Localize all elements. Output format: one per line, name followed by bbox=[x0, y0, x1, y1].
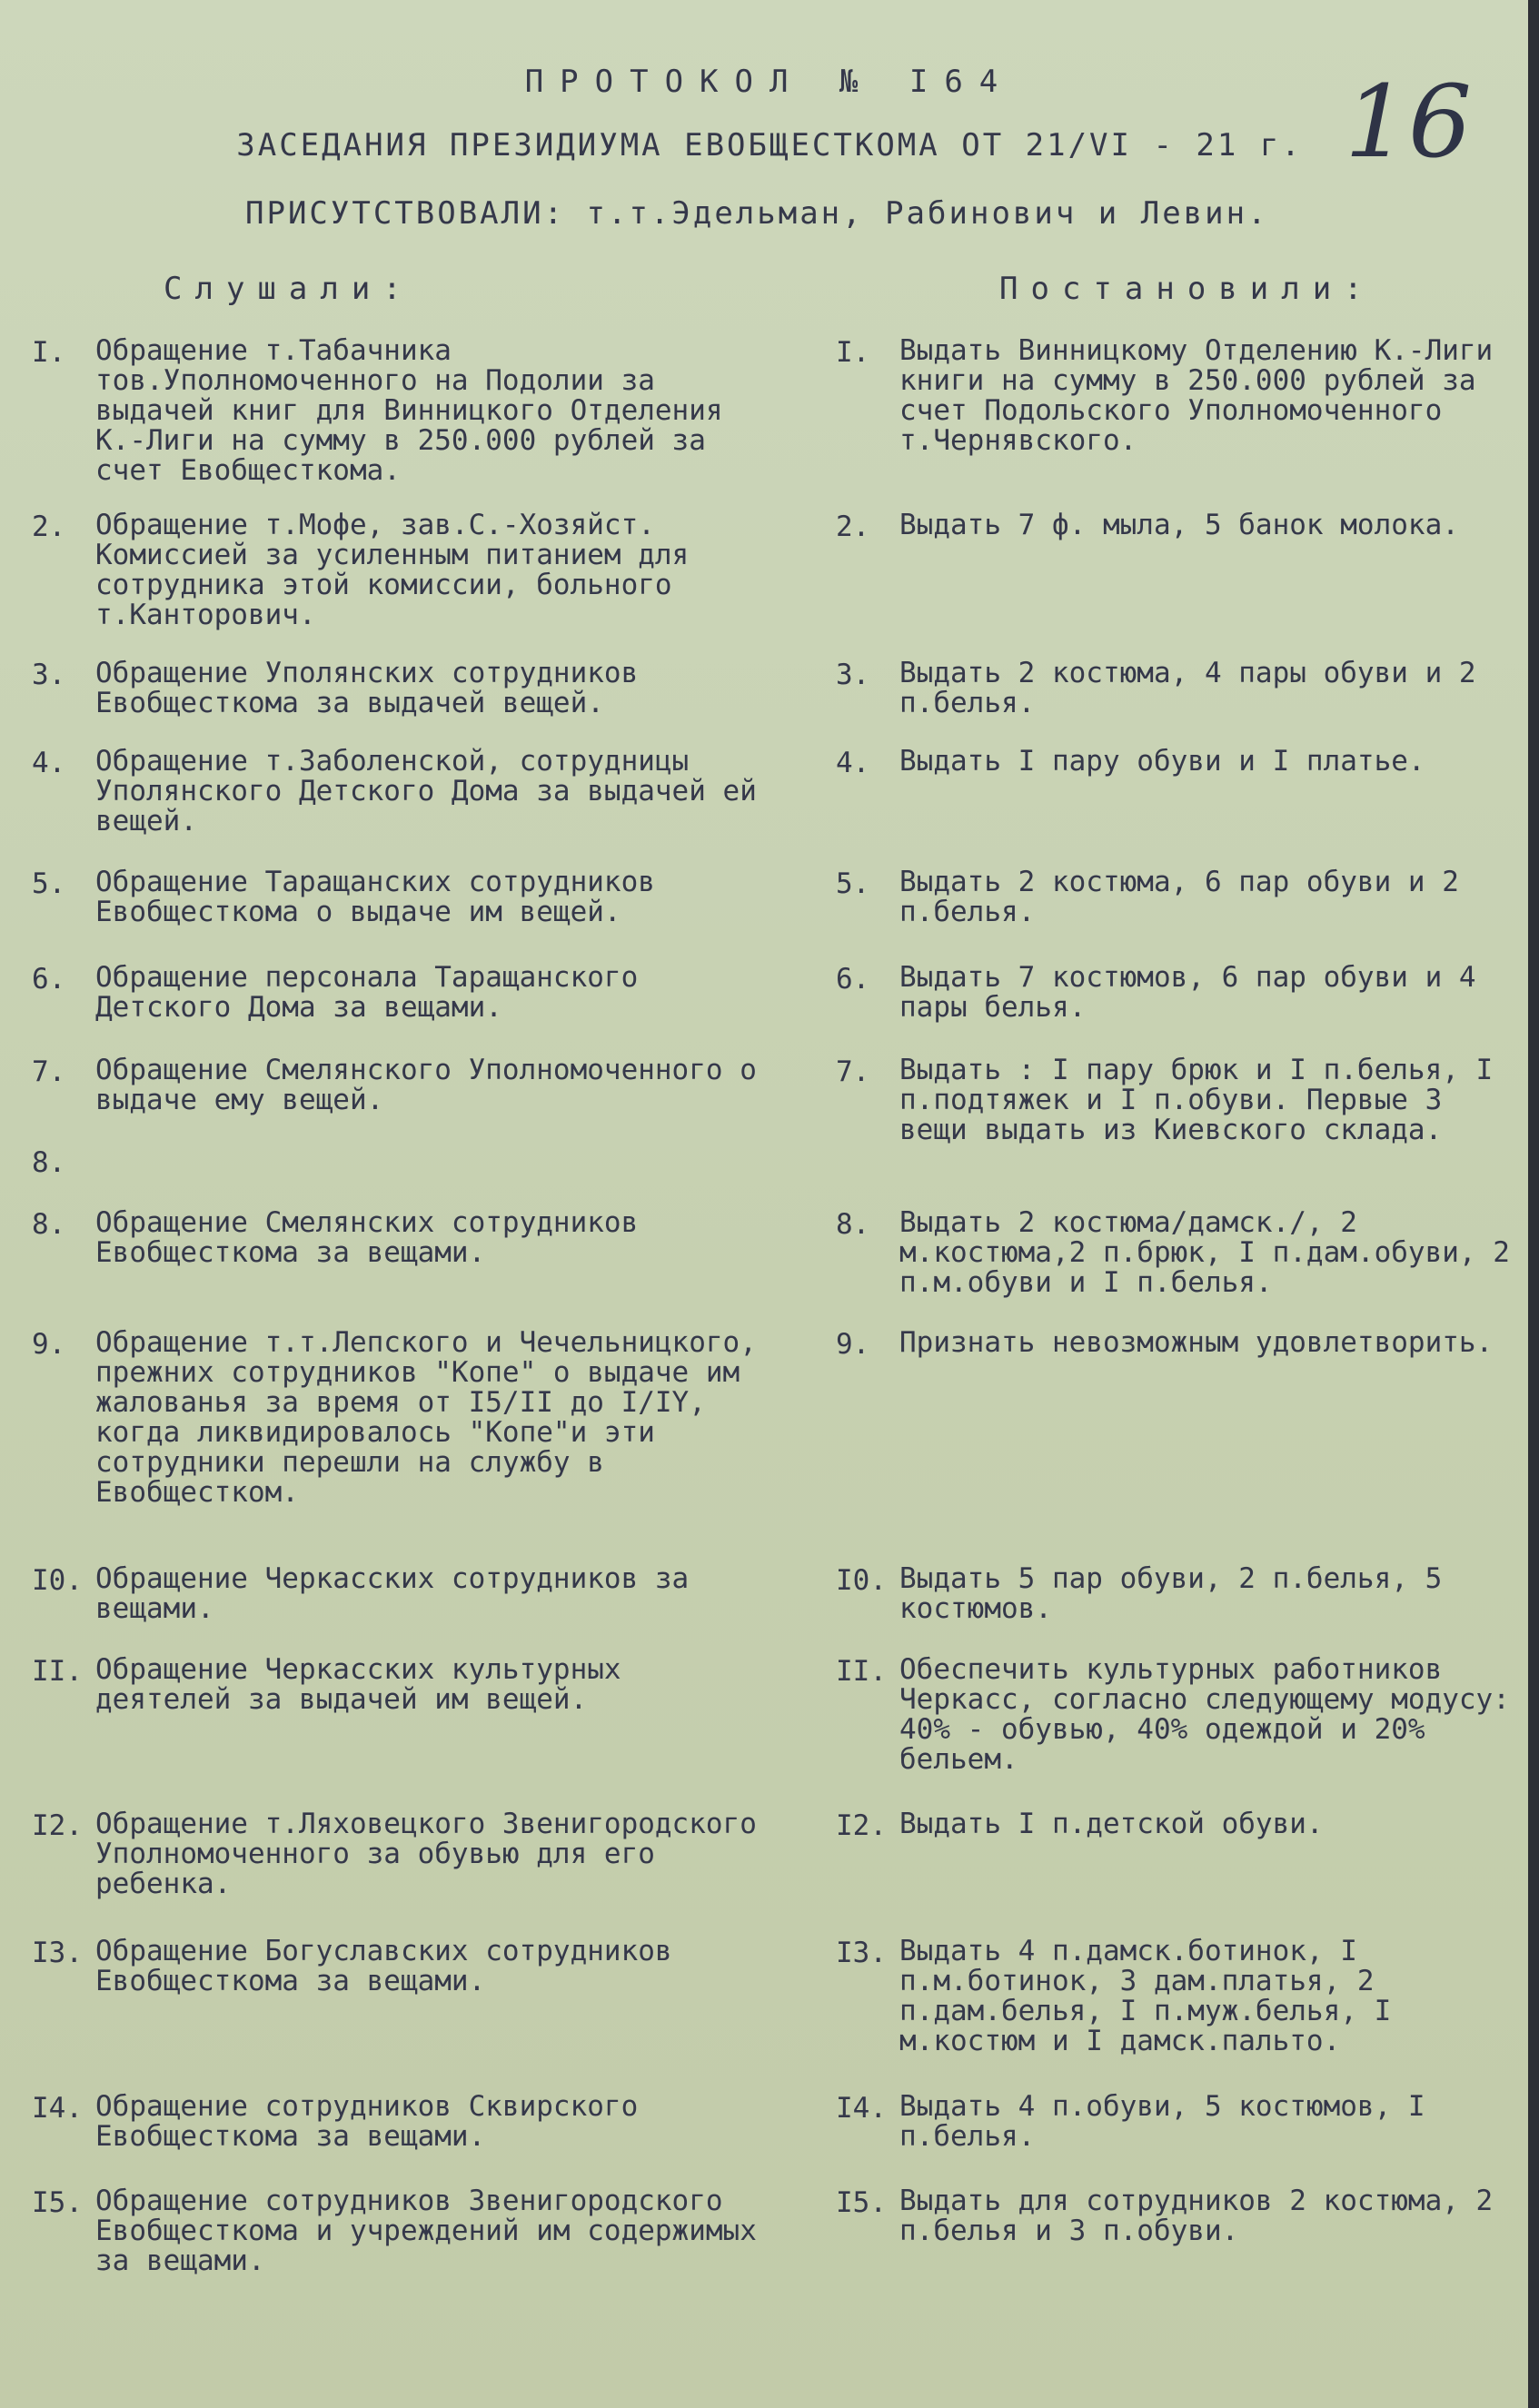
heard-text: Обращение т.Мофе, зав.С.-Хозяйст. Комиссией за усиленным питанием для сотрудника этой комиссии, больного т.Канторович. bbox=[95, 509, 690, 631]
resolved-text: Выдать I пару обуви и I платье. bbox=[899, 745, 1425, 778]
resolved-number: 6. bbox=[836, 963, 870, 996]
heard-text: Обращение Смелянского Уполномоченного о выдаче ему вещей. bbox=[95, 1054, 757, 1116]
heard-text: Обращение т.Заболенской, сотрудницы Уполянского Детского Дома за выдачей ей вещей. bbox=[95, 745, 757, 837]
resolved-number: 5. bbox=[836, 867, 870, 900]
heard-number: II. bbox=[32, 1655, 83, 1688]
resolved-number: I4. bbox=[836, 2092, 887, 2125]
resolved-column-heading: Постановили: bbox=[999, 271, 1375, 307]
heard-number: I0. bbox=[32, 1564, 83, 1597]
heard-text: Обращение т.т.Лепского и Чечельницкого, прежних сотрудников "Копе" о выдаче им жалованья за время от I5/II до I/IY, когда ликвидировалось "Копе"и эти сотрудники перешли на службу в Евобщестком. bbox=[95, 1326, 757, 1509]
heard-number: 7. bbox=[32, 1055, 66, 1088]
heard-number: 8. bbox=[32, 1208, 66, 1241]
resolved-text: Выдать 2 костюма, 6 пар обуви и 2 п.белья. bbox=[899, 866, 1459, 928]
heard-number: 6. bbox=[32, 963, 66, 996]
resolved-text: Выдать 7 ф. мыла, 5 банок молока. bbox=[899, 509, 1459, 541]
resolved-number: 8. bbox=[836, 1208, 870, 1241]
heard-number: 4. bbox=[32, 747, 66, 779]
heard-number: I5. bbox=[32, 2186, 83, 2219]
resolved-text: Выдать 4 п.обуви, 5 костюмов, I п.белья. bbox=[899, 2090, 1425, 2153]
resolved-text: Выдать для сотрудников 2 костюма, 2 п.белья и 3 п.обуви. bbox=[899, 2185, 1494, 2247]
resolved-text: Выдать 4 п.дамск.ботинок, I п.м.ботинок, 3 дам.платья, 2 п.дам.белья, I п.муж.белья, I м.костюм и I дамск.пальто. bbox=[899, 1935, 1392, 2057]
resolved-text: Выдать : I пару брюк и I п.белья, I п.подтяжек и I п.обуви. Первые 3 вещи выдать из Киевского склада. bbox=[899, 1054, 1494, 1146]
resolved-text: Выдать 2 костюма, 4 пары обуви и 2 п.белья. bbox=[899, 657, 1476, 719]
heard-number: 2. bbox=[32, 510, 66, 543]
protocol-title: ПРОТОКОЛ № I64 bbox=[524, 64, 1015, 100]
resolved-number: 3. bbox=[836, 659, 870, 691]
heard-number: 3. bbox=[32, 659, 66, 691]
heard-text: Обращение Богуславских сотрудников Евобщесткома за вещами. bbox=[95, 1935, 672, 1997]
resolved-text: Выдать 5 пар обуви, 2 п.белья, 5 костюмов. bbox=[899, 1562, 1443, 1625]
resolved-text: Признать невозможным удовлетворить. bbox=[899, 1326, 1494, 1359]
resolved-number: 9. bbox=[836, 1328, 870, 1361]
heard-text: Обращение Черкасских культурных деятелей за выдачей им вещей. bbox=[95, 1653, 621, 1716]
heard-number: I2. bbox=[32, 1809, 83, 1842]
resolved-text: Выдать 2 костюма/дамск./, 2 м.костюма,2 п.брюк, I п.дам.обуви, 2 п.м.обуви и I п.белья. bbox=[899, 1206, 1510, 1299]
heard-column-heading: Слушали: bbox=[164, 271, 414, 307]
heard-text: Обращение Смелянских сотрудников Евобщесткома за вещами. bbox=[95, 1206, 639, 1269]
resolved-number: 4. bbox=[836, 747, 870, 779]
heard-text: Обращение т.Табачника тов.Уполномоченного на Подолии за выдачей книг для Винницкого Отделения К.-Лиги на сумму в 250.000 рублей за счет Евобщесткома. bbox=[95, 334, 723, 487]
meeting-line: ЗАСЕДАНИЯ ПРЕЗИДИУМА ЕВОБЩЕСТКОМА ОТ 21/VI - 21 г. bbox=[236, 127, 1303, 164]
heard-text: Обращение т.Ляховецкого Звенигородского Уполномоченного за обувью для его ребенка. bbox=[95, 1808, 757, 1900]
resolved-number: 7. bbox=[836, 1055, 870, 1088]
resolved-number: I2. bbox=[836, 1809, 887, 1842]
resolved-number: I0. bbox=[836, 1564, 887, 1597]
heard-text: Обращение сотрудников Звенигородского Евобщесткома и учреждений им содержимых за вещами. bbox=[95, 2185, 757, 2277]
resolved-text: Обеспечить культурных работников Черкасс, согласно следующему модусу: 40% - обувью, 40% одеждой и 20% бельем. bbox=[899, 1653, 1510, 1776]
resolved-text: Выдать Винницкому Отделению К.-Лиги книги на сумму в 250.000 рублей за счет Подольского Уполномоченного т.Чернявского. bbox=[899, 334, 1494, 457]
heard-number: I3. bbox=[32, 1937, 83, 1969]
heard-number: 5. bbox=[32, 867, 66, 900]
heard-text: Обращение сотрудников Сквирского Евобщесткома за вещами. bbox=[95, 2090, 639, 2153]
page-number-handwritten: 16 bbox=[1345, 64, 1472, 180]
resolved-text: Выдать I п.детской обуви. bbox=[899, 1808, 1324, 1840]
heard-text: Обращение персонала Таращанского Детского Дома за вещами. bbox=[95, 961, 639, 1024]
resolved-text: Выдать 7 костюмов, 6 пар обуви и 4 пары белья. bbox=[899, 961, 1476, 1024]
resolved-number: I5. bbox=[836, 2186, 887, 2219]
attendees-line: ПРИСУТСТВОВАЛИ: т.т.Эдельман, Рабинович и Левин. bbox=[245, 195, 1269, 232]
resolved-number: II. bbox=[836, 1655, 887, 1688]
resolved-number: 2. bbox=[836, 510, 870, 543]
resolved-number: I3. bbox=[836, 1937, 887, 1969]
heard-text: Обращение Таращанских сотрудников Евобщесткома о выдаче им вещей. bbox=[95, 866, 655, 928]
stray-item-number: 8. bbox=[32, 1146, 66, 1179]
heard-text: Обращение Черкасских сотрудников за вещами. bbox=[95, 1562, 690, 1625]
heard-text: Обращение Уполянских сотрудников Евобщесткома за выдачей вещей. bbox=[95, 657, 639, 719]
heard-number: I4. bbox=[32, 2092, 83, 2125]
resolved-number: I. bbox=[836, 336, 870, 369]
heard-number: I. bbox=[32, 336, 66, 369]
page-edge bbox=[1528, 0, 1539, 2408]
heard-number: 9. bbox=[32, 1328, 66, 1361]
